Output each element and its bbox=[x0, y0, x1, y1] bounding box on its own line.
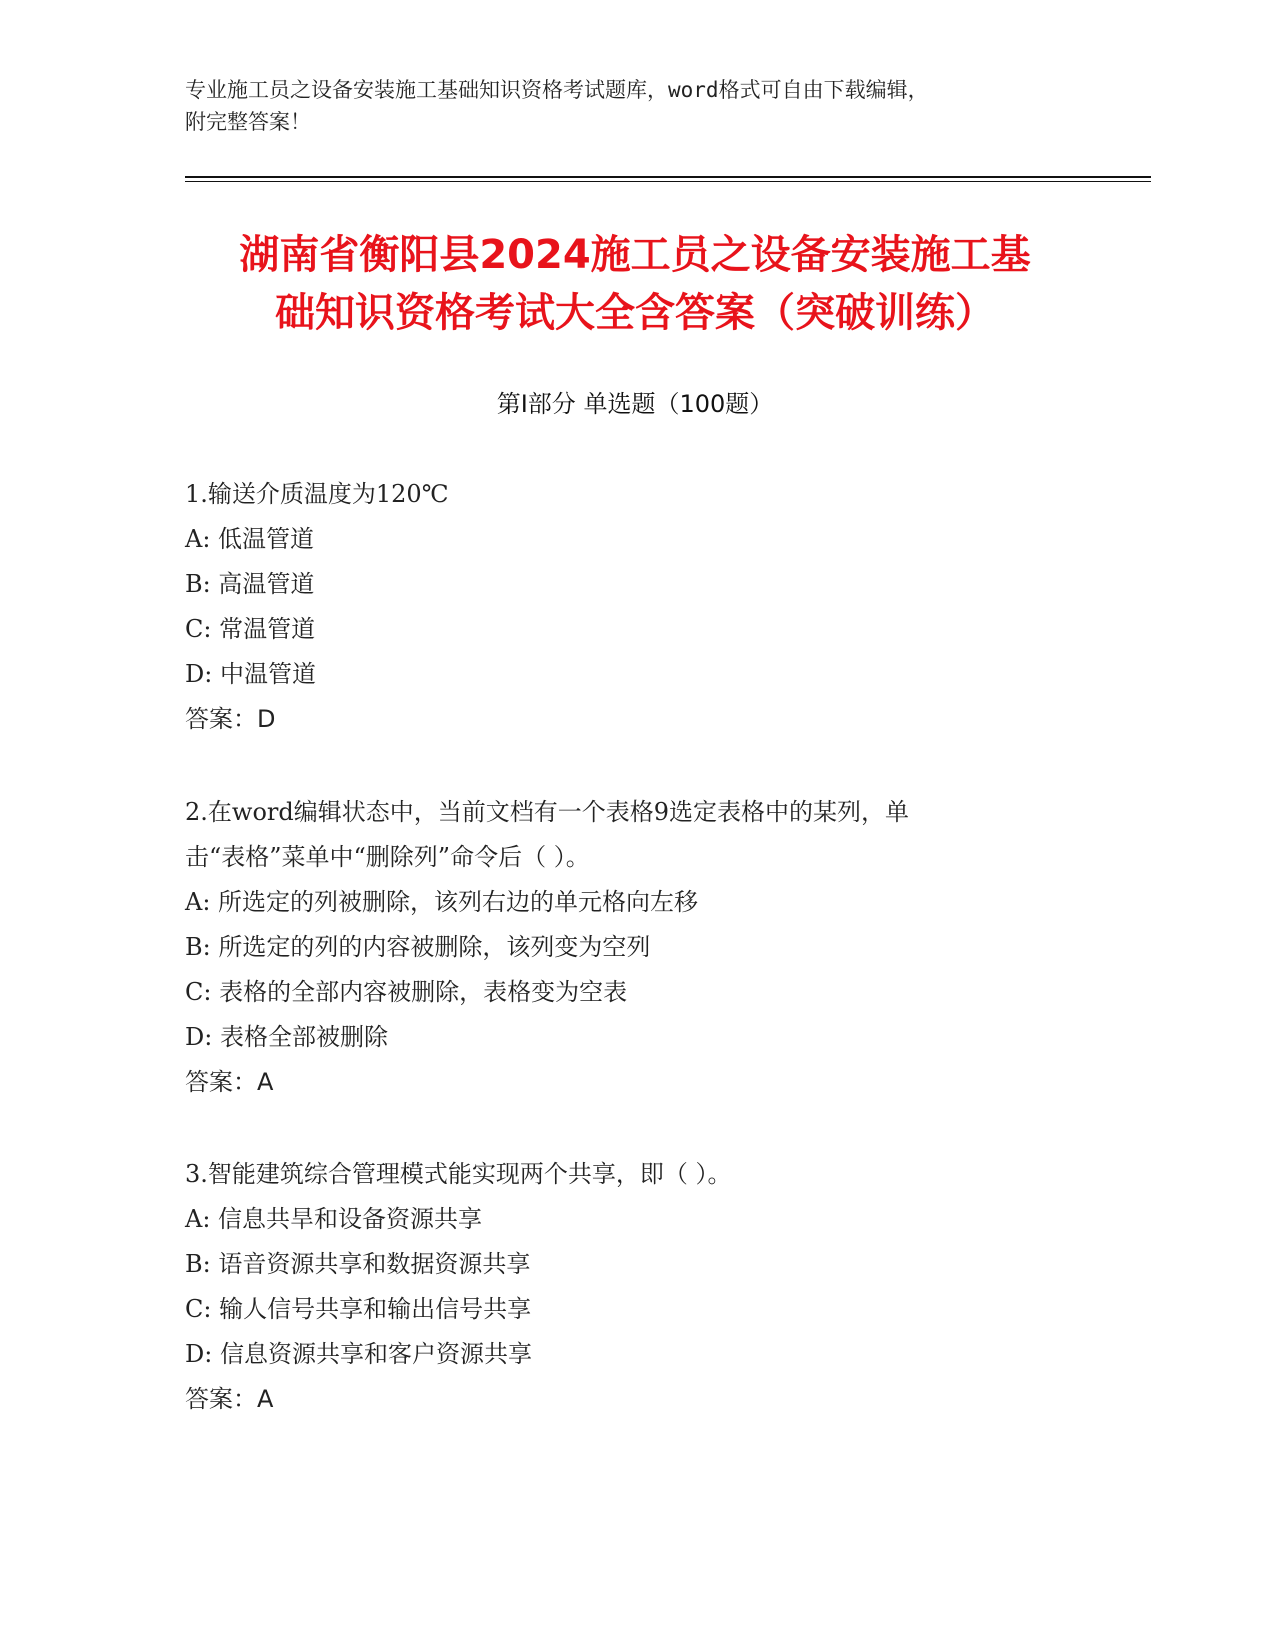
option-c: C: 输人信号共享和输出信号共享 bbox=[185, 1295, 532, 1323]
option-c: C: 常温管道 bbox=[185, 615, 316, 643]
header-note bbox=[185, 74, 1065, 138]
question-stem: 1.输送介质温度为120℃ bbox=[185, 480, 449, 508]
option-c: C: 表格的全部内容被删除，表格变为空表 bbox=[185, 978, 628, 1006]
answer: 答案：A bbox=[185, 1385, 274, 1413]
option-d: D: 表格全部被删除 bbox=[185, 1023, 388, 1051]
option-a: A: 低温管道 bbox=[185, 525, 315, 553]
option-a: A: 所选定的列被删除，该列右边的单元格向左移 bbox=[185, 888, 699, 916]
option-b: B: 语音资源共享和数据资源共享 bbox=[185, 1250, 531, 1278]
option-a: A: 信息共旱和设备资源共享 bbox=[185, 1205, 483, 1233]
question-3 bbox=[185, 1152, 1085, 1422]
header-rule-thin bbox=[185, 181, 1151, 182]
question-stem: 3.智能建筑综合管理模式能实现两个共享，即（ ）。 bbox=[185, 1160, 732, 1188]
option-b: B: 高温管道 bbox=[185, 570, 315, 598]
answer: 答案：D bbox=[185, 705, 276, 733]
question-1 bbox=[185, 472, 1085, 742]
answer: 答案：A bbox=[185, 1068, 274, 1096]
header-note-line-2: 附完整答案！ bbox=[185, 110, 311, 134]
option-d: D: 信息资源共享和客户资源共享 bbox=[185, 1340, 532, 1368]
question-2 bbox=[185, 790, 1085, 1105]
section-title: 第Ⅰ部分 单选题（100题） bbox=[496, 390, 774, 418]
header-note-line-1: 专业施工员之设备安装施工基础知识资格考试题库，word格式可自由下载编辑， bbox=[185, 78, 929, 102]
document-title-line-2: 础知识资格考试大全含答案（突破训练） bbox=[275, 290, 995, 336]
option-b: B: 所选定的列的内容被删除，该列变为空列 bbox=[185, 933, 651, 961]
header-rule-thick bbox=[185, 176, 1151, 178]
document-title-line-1: 湖南省衡阳县2024施工员之设备安装施工基 bbox=[239, 232, 1031, 278]
option-d: D: 中温管道 bbox=[185, 660, 316, 688]
question-stem: 2.在word编辑状态中，当前文档有一个表格9选定表格中的某列，单 bbox=[185, 798, 909, 826]
question-stem-continued: 击“表格”菜单中“删除列”命令后（ ）。 bbox=[185, 843, 590, 871]
document-title bbox=[185, 226, 1085, 342]
